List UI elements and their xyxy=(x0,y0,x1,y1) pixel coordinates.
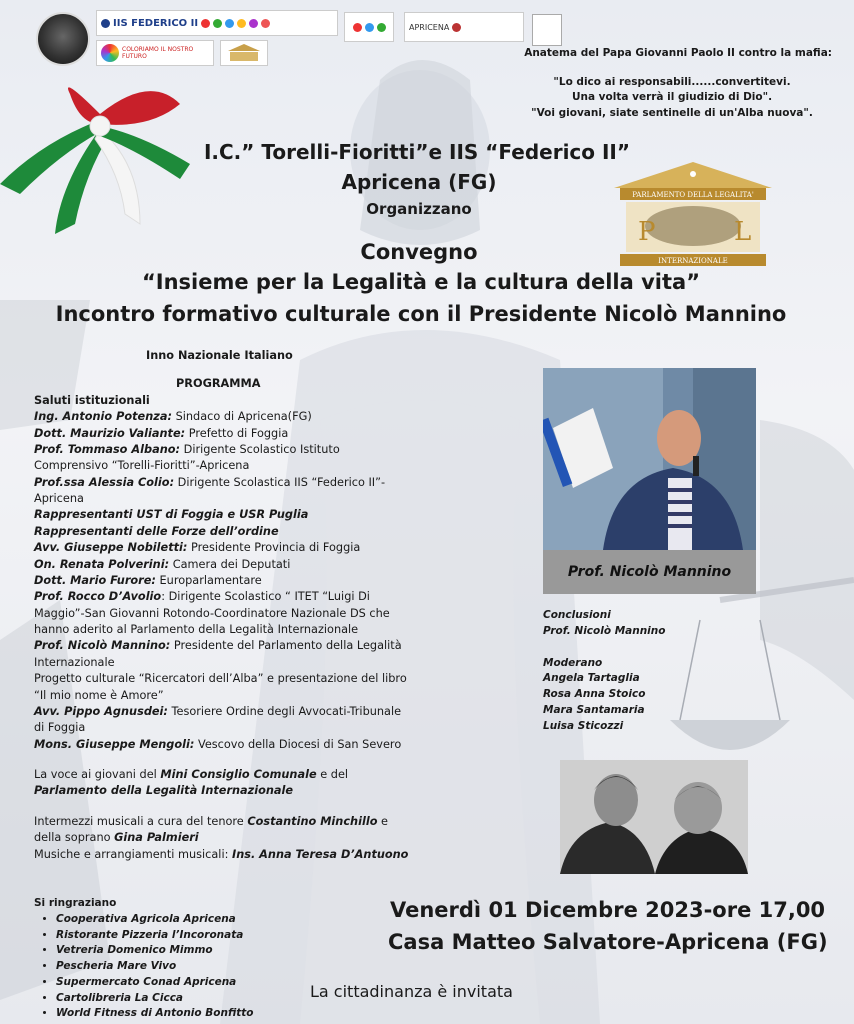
music-line: Intermezzi musicali a cura del tenore Costantino Minchillo e della soprano Gina Palmieri xyxy=(34,814,389,845)
program-heading: PROGRAMMA xyxy=(176,377,261,391)
program-entry: Rappresentanti UST di Foggia e USR Puglia xyxy=(34,508,309,522)
moderator-name: Luisa Sticozzi xyxy=(543,719,624,732)
program-entry: Avv. Pippo Agnusdei: Tesoriere Ordine degli Avvocati-Tribunale di Foggia xyxy=(34,704,402,735)
pdl-logo-top: PARLAMENTO DELLA LEGALITA' xyxy=(632,191,754,199)
invite-line: La cittadinanza è invitata xyxy=(310,982,513,1001)
program-entry: Prof. Nicolò Mannino: Presidente del Parlamento della Legalità Internazionale xyxy=(34,639,402,669)
arrangements-line: Musiche e arrangiamenti musicali: Ins. Anna Teresa D’Antuono xyxy=(34,847,409,861)
program-entry: Dott. Maurizio Valiante: Prefetto di Foggia xyxy=(34,426,289,440)
speaker-photo-card xyxy=(543,368,756,594)
quote-line: Una volta verrà il giudizio di Dio". xyxy=(571,91,773,104)
pdl-logo-letter: L xyxy=(734,217,752,247)
thanks-item: • Ristorante Pizzeria l’Incoronata xyxy=(56,928,253,944)
falcone-borsellino-photo xyxy=(560,760,748,874)
program-entry: Rappresentanti delle Forze dell’ordine xyxy=(34,524,279,538)
anthem-line: Inno Nazionale Italiano xyxy=(146,349,293,362)
program-entry: Prof.ssa Alessia Colio: Dirigente Scolastica IIS “Federico II”-Apricena xyxy=(34,475,386,505)
city-heading: Apricena (FG) xyxy=(341,170,497,194)
quote-line: "Voi giovani, siate sentinelle di un'Alba nuova". xyxy=(531,106,813,119)
quote-line: "Lo dico ai responsabili......convertitevi. xyxy=(553,76,791,89)
quote-title: Anatema del Papa Giovanni Paolo II contro la mafia: xyxy=(524,47,832,59)
program-entries xyxy=(34,409,414,753)
coloriamo-logo-text: COLORIAMO IL NOSTRO FUTURO xyxy=(122,46,194,60)
youth-line: La voce ai giovani del Mini Consiglio Comunale e del Parlamento della Legalità Internazionale xyxy=(34,768,349,798)
thanks-item: • Cartolibreria La Cicca xyxy=(56,991,253,1007)
iis-federico-logo xyxy=(96,10,338,36)
thanks-item: • Vetreria Domenico Mimmo xyxy=(56,943,253,959)
apricena-logo xyxy=(404,12,524,42)
conclusions-name: Prof. Nicolò Mannino xyxy=(543,624,666,637)
program-entry: Progetto culturale “Ricercatori dell’Alba” e presentazione del libro “Il mio nome è Amore” xyxy=(34,672,407,702)
event-subtitle: Incontro formativo culturale con il Presidente Nicolò Mannino xyxy=(55,302,787,326)
program-entry: Dott. Mario Furore: Europarlamentare xyxy=(34,573,262,587)
small-temple-logo xyxy=(220,40,268,66)
thanks-item: • Cooperativa Agricola Apricena xyxy=(56,912,253,928)
greetings-title: Saluti istituzionali xyxy=(34,393,150,407)
program-entry: Avv. Giuseppe Nobiletti: Presidente Provincia di Foggia xyxy=(34,541,361,555)
program-entry: Prof. Tommaso Albano: Dirigente Scolastico Istituto Comprensivo “Torelli-Fioritti”-Apricena xyxy=(34,442,340,473)
moderator-name: Mara Santamaria xyxy=(543,703,645,716)
conclusions-title: Conclusioni xyxy=(543,609,611,621)
program-column xyxy=(34,348,414,863)
speaker-photo xyxy=(543,368,756,550)
program-entry: Mons. Giuseppe Mengoli: Vescovo della Diocesi di San Severo xyxy=(34,737,402,751)
thanks-title: Si ringraziano xyxy=(34,897,117,909)
speaker-caption: Prof. Nicolò Mannino xyxy=(543,550,756,594)
thanks-item: • Supermercato Conad Apricena xyxy=(56,975,253,991)
partner-logo xyxy=(344,12,394,42)
moderators-title: Moderano xyxy=(543,656,603,669)
coloriamo-logo xyxy=(96,40,214,66)
conclusions-moderators xyxy=(543,608,665,734)
event-place: Casa Matteo Salvatore-Apricena (FG) xyxy=(388,930,828,954)
thanks-item: • World Fitness di Antonio Bonfitto xyxy=(56,1006,253,1022)
pdl-logo-letter: P xyxy=(638,217,656,247)
thanks-list xyxy=(34,896,253,1022)
pdl-logo-bottom: INTERNAZIONALE xyxy=(658,257,728,265)
school-seal-logo xyxy=(36,12,90,66)
iis-logo-name: IIS FEDERICO II xyxy=(113,17,199,29)
event-date: Venerdì 01 Dicembre 2023-ore 17,00 xyxy=(390,898,826,922)
moderator-name: Rosa Anna Stoico xyxy=(543,688,646,700)
pope-quote xyxy=(512,46,832,121)
parlamento-legalita-logo xyxy=(612,160,774,268)
moderator-name: Angela Tartaglia xyxy=(543,672,640,685)
program-entry: Ing. Antonio Potenza: Sindaco di Apricena(FG) xyxy=(34,410,312,424)
schools-heading: I.C.” Torelli-Fioritti”e IIS “Federico II” xyxy=(203,140,631,164)
event-type-heading: Convegno xyxy=(360,240,478,264)
event-title: “Insieme per la Legalità e la cultura della vita” xyxy=(141,270,701,294)
organize-heading: Organizzano xyxy=(366,200,472,218)
apricena-logo-text: APRICENA xyxy=(409,22,450,32)
thanks-item: • Pescheria Mare Vivo xyxy=(56,959,253,975)
city-crest-logo xyxy=(532,14,562,46)
program-entry: Prof. Rocco D’Avolio: Dirigente Scolastico “ ITET “Luigi Di Maggio”-San Giovanni Rotondo-Coordinatore Nazionale DS che hanno aderito al Parlamento della Legalità Internazionale xyxy=(34,590,390,636)
program-entry: On. Renata Polverini: Camera dei Deputati xyxy=(34,557,291,571)
